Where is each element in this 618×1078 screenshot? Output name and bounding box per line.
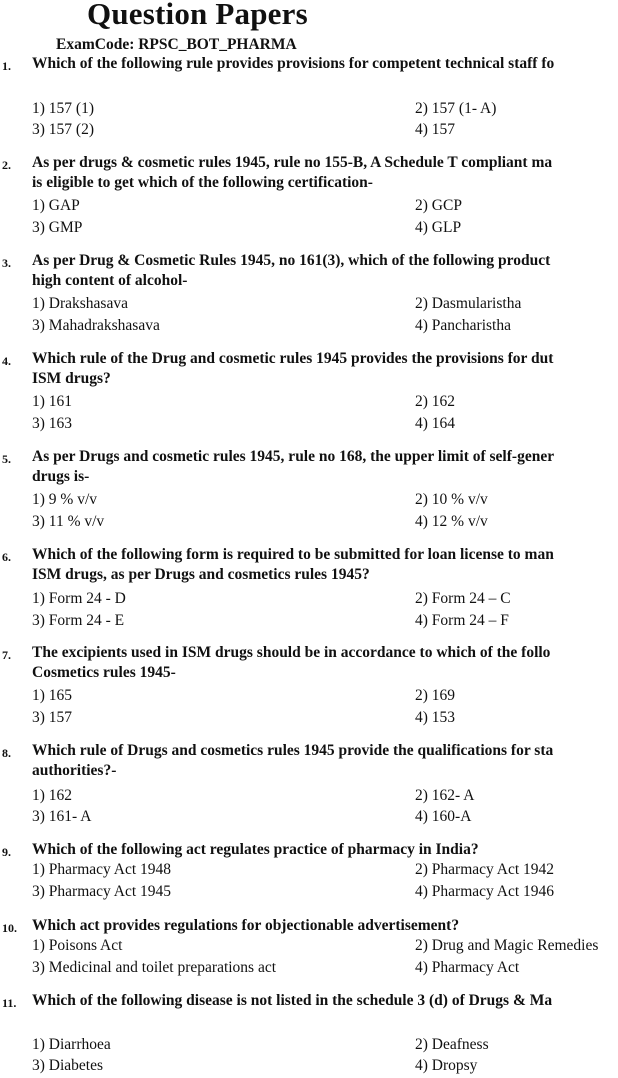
- question-text-line: As per Drugs and cosmetic rules 1945, rule no 168, the upper limit of self-gener: [32, 448, 555, 465]
- question-text-line: Which of the following disease is not listed in the schedule 3 (d) of Drugs & Ma: [32, 992, 553, 1009]
- option-3: 3) 157: [32, 709, 73, 726]
- question-text-line: Which of the following rule provides provisions for competent technical staff fo: [32, 55, 555, 72]
- option-3: 3) 11 % v/v: [32, 513, 105, 530]
- option-4: 4) Pancharistha: [415, 317, 511, 334]
- question-text-line: drugs is-: [32, 468, 90, 485]
- option-2: 2) Pharmacy Act 1942: [415, 861, 555, 878]
- option-1: 1) Form 24 - D: [32, 590, 126, 607]
- option-1: 1) 157 (1): [32, 100, 94, 117]
- option-4: 4) 153: [415, 709, 456, 726]
- question-text-line: ISM drugs?: [32, 370, 111, 387]
- option-1: 1) Pharmacy Act 1948: [32, 861, 172, 878]
- question-text-line: Which rule of the Drug and cosmetic rules 1945 provides the provisions for dut: [32, 350, 554, 367]
- option-1: 1) 161: [32, 393, 73, 410]
- option-4: 4) 157: [415, 121, 456, 138]
- option-1: 1) Diarrhoea: [32, 1036, 111, 1053]
- question-number: 6.: [2, 550, 11, 564]
- option-2: 2) Dasmularistha: [415, 295, 522, 312]
- option-1: 1) 162: [32, 787, 73, 804]
- question-number: 8.: [2, 746, 11, 760]
- question-text-line: authorities?-: [32, 762, 117, 779]
- option-1: 1) Poisons Act: [32, 937, 123, 954]
- question-text-line: Which of the following act regulates practice of pharmacy in India?: [32, 841, 479, 858]
- option-3: 3) Pharmacy Act 1945: [32, 883, 172, 900]
- option-4: 4) 12 % v/v: [415, 513, 488, 530]
- option-4: 4) Form 24 – F: [415, 612, 509, 629]
- option-3: 3) 161- A: [32, 808, 92, 825]
- option-2: 2) Form 24 – C: [415, 590, 511, 607]
- question-text-line: Which of the following form is required to be submitted for loan license to man: [32, 546, 554, 563]
- option-4: 4) Pharmacy Act: [415, 959, 520, 976]
- option-3: 3) 157 (2): [32, 121, 94, 138]
- option-4: 4) Pharmacy Act 1946: [415, 883, 555, 900]
- option-4: 4) 164: [415, 415, 456, 432]
- exam-code: ExamCode: RPSC_BOT_PHARMA: [56, 36, 297, 53]
- question-text-line: As per drugs & cosmetic rules 1945, rule no 155-B, A Schedule T compliant ma: [32, 154, 553, 171]
- option-4: 4) Dropsy: [415, 1057, 478, 1074]
- option-2: 2) 157 (1- A): [415, 100, 497, 117]
- option-4: 4) 160-A: [415, 808, 472, 825]
- option-1: 1) 165: [32, 687, 73, 704]
- option-3: 3) Diabetes: [32, 1057, 104, 1074]
- option-1: 1) Drakshasava: [32, 295, 128, 312]
- question-number: 4.: [2, 354, 11, 368]
- option-3: 3) Form 24 - E: [32, 612, 125, 629]
- option-1: 1) 9 % v/v: [32, 491, 98, 508]
- question-text-line: Which rule of Drugs and cosmetics rules 1945 provide the qualifications for sta: [32, 742, 554, 759]
- question-number: 11.: [2, 996, 17, 1010]
- question-text-line: The excipients used in ISM drugs should be in accordance to which of the follo: [32, 644, 551, 661]
- option-3: 3) GMP: [32, 219, 83, 236]
- page-title: Question Papers: [87, 0, 308, 31]
- question-text-line: As per Drug & Cosmetic Rules 1945, no 161(3), which of the following product: [32, 252, 551, 269]
- option-2: 2) 10 % v/v: [415, 491, 488, 508]
- question-number: 1.: [2, 59, 11, 73]
- question-text-line: ISM drugs, as per Drugs and cosmetics rules 1945?: [32, 566, 370, 583]
- option-3: 3) 163: [32, 415, 73, 432]
- option-3: 3) Mahadrakshasava: [32, 317, 160, 334]
- question-text-line: Which act provides regulations for objectionable advertisement?: [32, 917, 460, 934]
- option-4: 4) GLP: [415, 219, 462, 236]
- question-number: 2.: [2, 158, 11, 172]
- option-2: 2) 162: [415, 393, 456, 410]
- question-number: 9.: [2, 845, 11, 859]
- option-1: 1) GAP: [32, 197, 80, 214]
- question-text-line: is eligible to get which of the following certification-: [32, 174, 373, 191]
- question-number: 3.: [2, 256, 11, 270]
- option-2: 2) Deafness: [415, 1036, 489, 1053]
- question-text-line: high content of alcohol-: [32, 272, 188, 289]
- question-text-line: Cosmetics rules 1945-: [32, 664, 176, 681]
- question-number: 7.: [2, 648, 11, 662]
- option-3: 3) Medicinal and toilet preparations act: [32, 959, 277, 976]
- question-number: 5.: [2, 452, 11, 466]
- question-number: 10.: [2, 921, 17, 935]
- option-2: 2) 169: [415, 687, 456, 704]
- option-2: 2) 162- A: [415, 787, 475, 804]
- option-2: 2) GCP: [415, 197, 462, 214]
- option-2: 2) Drug and Magic Remedies: [415, 937, 599, 954]
